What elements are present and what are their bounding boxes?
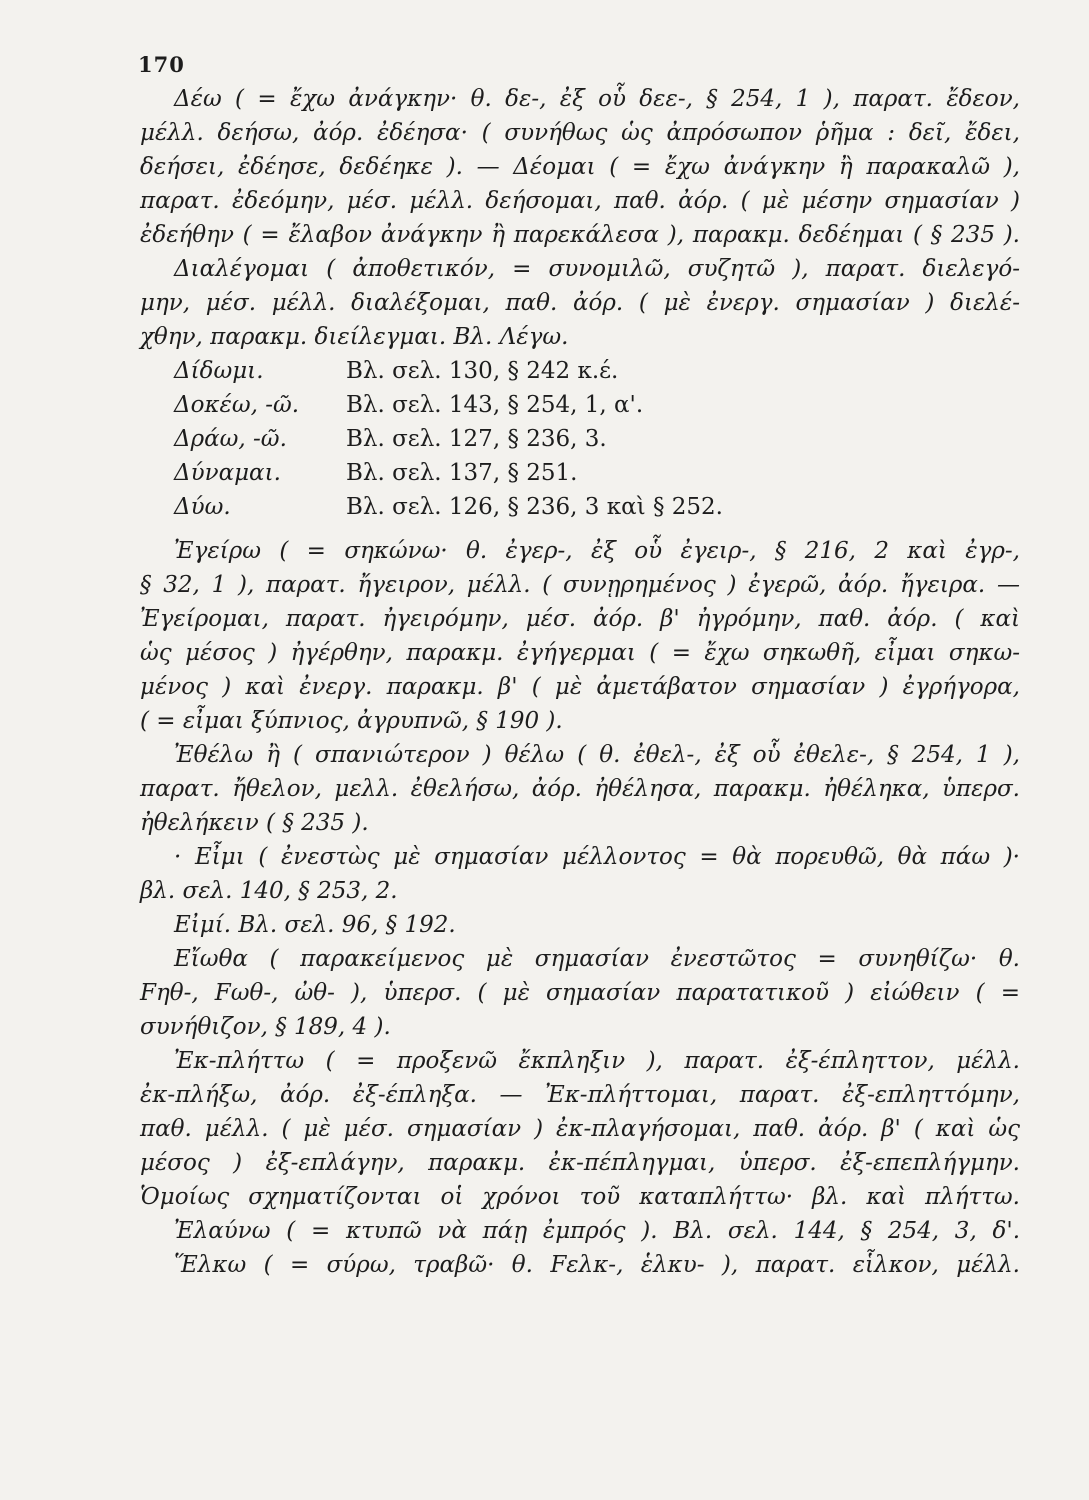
text-line: Ἐλαύνω ( = κτυπῶ νὰ πάῃ ἐμπρός ). Βλ. σελ. 144, § 254, 3, δ'. — [174, 1218, 1020, 1244]
text-line: μην, μέσ. μέλλ. διαλέξομαι, παθ. ἀόρ. ( μὲ ἐνεργ. σημασίαν ) διελέ- — [140, 290, 1020, 316]
text-line: Ἐκ-πλήττω ( = προξενῶ ἔκπληξιν ), παρατ. ἐξ-έπληττον, μέλλ. — [174, 1048, 1020, 1074]
entry-ref: Βλ. σελ. 143, § 254, 1, α'. — [346, 392, 644, 418]
text-line: ἐδεήθην ( = ἔλαβον ἀνάγκην ἢ παρεκάλεσα ), παρακμ. δεδέημαι ( § 235 ). — [140, 222, 1020, 248]
text-line: Ἐγείρομαι, παρατ. ἠγειρόμην, μέσ. ἀόρ. β' ἠγρόμην, παθ. ἀόρ. ( καὶ — [140, 606, 1020, 632]
text-line: Ἕλκω ( = σύρω, τραβῶ· θ. Fελκ-, ἑλκυ- ), παρατ. εἷλκον, μέλλ. — [174, 1252, 1020, 1278]
text-line: ἐκ-πλήξω, ἀόρ. ἐξ-έπληξα. — Ἐκ-πλήττομαι, παρατ. ἐξ-επληττόμην, — [140, 1082, 1020, 1108]
text-line: δεήσει, ἐδέησε, δεδέηκε ). — Δέομαι ( = ἔχω ἀνάγκην ἢ παρακαλῶ ), — [140, 154, 1020, 180]
entry-word: Δοκέω, -ῶ. — [174, 392, 300, 418]
text-line: Δέω ( = ἔχω ἀνάγκην· θ. δε-, ἐξ οὗ δεε-, § 254, 1 ), παρατ. ἔδεον, — [174, 86, 1020, 112]
text-line: ( = εἶμαι ξύπνιος, ἀγρυπνῶ, § 190 ). — [140, 708, 563, 734]
text-line: ἠθελήκειν ( § 235 ). — [140, 810, 369, 836]
text-line: βλ. σελ. 140, § 253, 2. — [140, 878, 398, 904]
entry-word: Δύναμαι. — [174, 460, 281, 486]
short-entry — [140, 490, 1020, 524]
text-line: Εἰμί. Βλ. σελ. 96, § 192. — [174, 912, 456, 938]
text-line: μένος ) καὶ ἐνεργ. παρακμ. β' ( μὲ ἀμετάβατον σημασίαν ) ἐγρήγορα, — [140, 674, 1020, 700]
short-entry — [140, 388, 1020, 422]
text-line: παρατ. ἐδεόμην, μέσ. μέλλ. δεήσομαι, παθ. ἀόρ. ( μὲ μέσην σημασίαν ) — [140, 188, 1020, 214]
text-line: Εἴωθα ( παρακείμενος μὲ σημασίαν ἐνεστῶτος = συνηθίζω· θ. — [174, 946, 1020, 972]
text-line: χθην, παρακμ. διείλεγμαι. Βλ. Λέγω. — [140, 324, 569, 350]
short-entry — [140, 422, 1020, 456]
entry-word: Δύω. — [174, 494, 231, 520]
short-entry — [140, 354, 1020, 388]
entry-ref: Βλ. σελ. 127, § 236, 3. — [346, 426, 607, 452]
text-line: Ὁμοίως σχηματίζονται οἱ χρόνοι τοῦ καταπλήττω· βλ. καὶ πλήττω. — [140, 1184, 1020, 1210]
dictionary-text — [140, 82, 1020, 1282]
entry-word: Δίδωμι. — [174, 358, 264, 384]
text-line: · Εἶμι ( ἐνεστὼς μὲ σημασίαν μέλλοντος = θὰ πορευθῶ, θὰ πάω )· — [174, 844, 1020, 870]
entry-ref: Βλ. σελ. 130, § 242 κ.έ. — [346, 358, 619, 384]
text-line: παθ. μέλλ. ( μὲ μέσ. σημασίαν ) ἐκ-πλαγήσομαι, παθ. ἀόρ. β' ( καὶ ὡς — [140, 1116, 1020, 1142]
page-number: 170 — [138, 52, 185, 77]
text-line: Ἐθέλω ἢ ( σπανιώτερον ) θέλω ( θ. ἐθελ-, ἐξ οὗ ἐθελε-, § 254, 1 ), — [174, 742, 1020, 768]
text-line: μέλλ. δεήσω, ἀόρ. ἐδέησα· ( συνήθως ὡς ἀπρόσωπον ῥῆμα : δεῖ, ἔδει, — [140, 120, 1020, 146]
text-line: ὡς μέσος ) ἠγέρθην, παρακμ. ἐγήγερμαι ( = ἔχω σηκωθῆ, εἶμαι σηκω- — [140, 640, 1020, 666]
text-line: Ἐγείρω ( = σηκώνω· θ. ἐγερ-, ἐξ οὗ ἐγειρ-, § 216, 2 καὶ ἐγρ-, — [174, 538, 1020, 564]
entry-ref: Βλ. σελ. 126, § 236, 3 καὶ § 252. — [346, 494, 723, 520]
text-line: συνήθιζον, § 189, 4 ). — [140, 1014, 391, 1040]
text-line: παρατ. ἤθελον, μελλ. ἐθελήσω, ἀόρ. ἠθέλησα, παρακμ. ἠθέληκα, ὑπερσ. — [140, 776, 1020, 802]
entry-word: Δράω, -ῶ. — [174, 426, 287, 452]
text-line: Fηθ-, Fωθ-, ὠθ- ), ὑπερσ. ( μὲ σημασίαν παρατατικοῦ ) εἰώθειν ( = — [140, 980, 1020, 1006]
text-line: § 32, 1 ), παρατ. ἤγειρον, μέλλ. ( συνῃρημένος ) ἐγερῶ, ἀόρ. ἤγειρα. — — [140, 572, 1020, 598]
text-line: Διαλέγομαι ( ἀποθετικόν, = συνομιλῶ, συζητῶ ), παρατ. διελεγό- — [174, 256, 1020, 282]
entry-ref: Βλ. σελ. 137, § 251. — [346, 460, 578, 486]
short-entry — [140, 456, 1020, 490]
text-line: μέσος ) ἐξ-επλάγην, παρακμ. ἐκ-πέπληγμαι, ὑπερσ. ἐξ-επεπλήγμην. — [140, 1150, 1020, 1176]
